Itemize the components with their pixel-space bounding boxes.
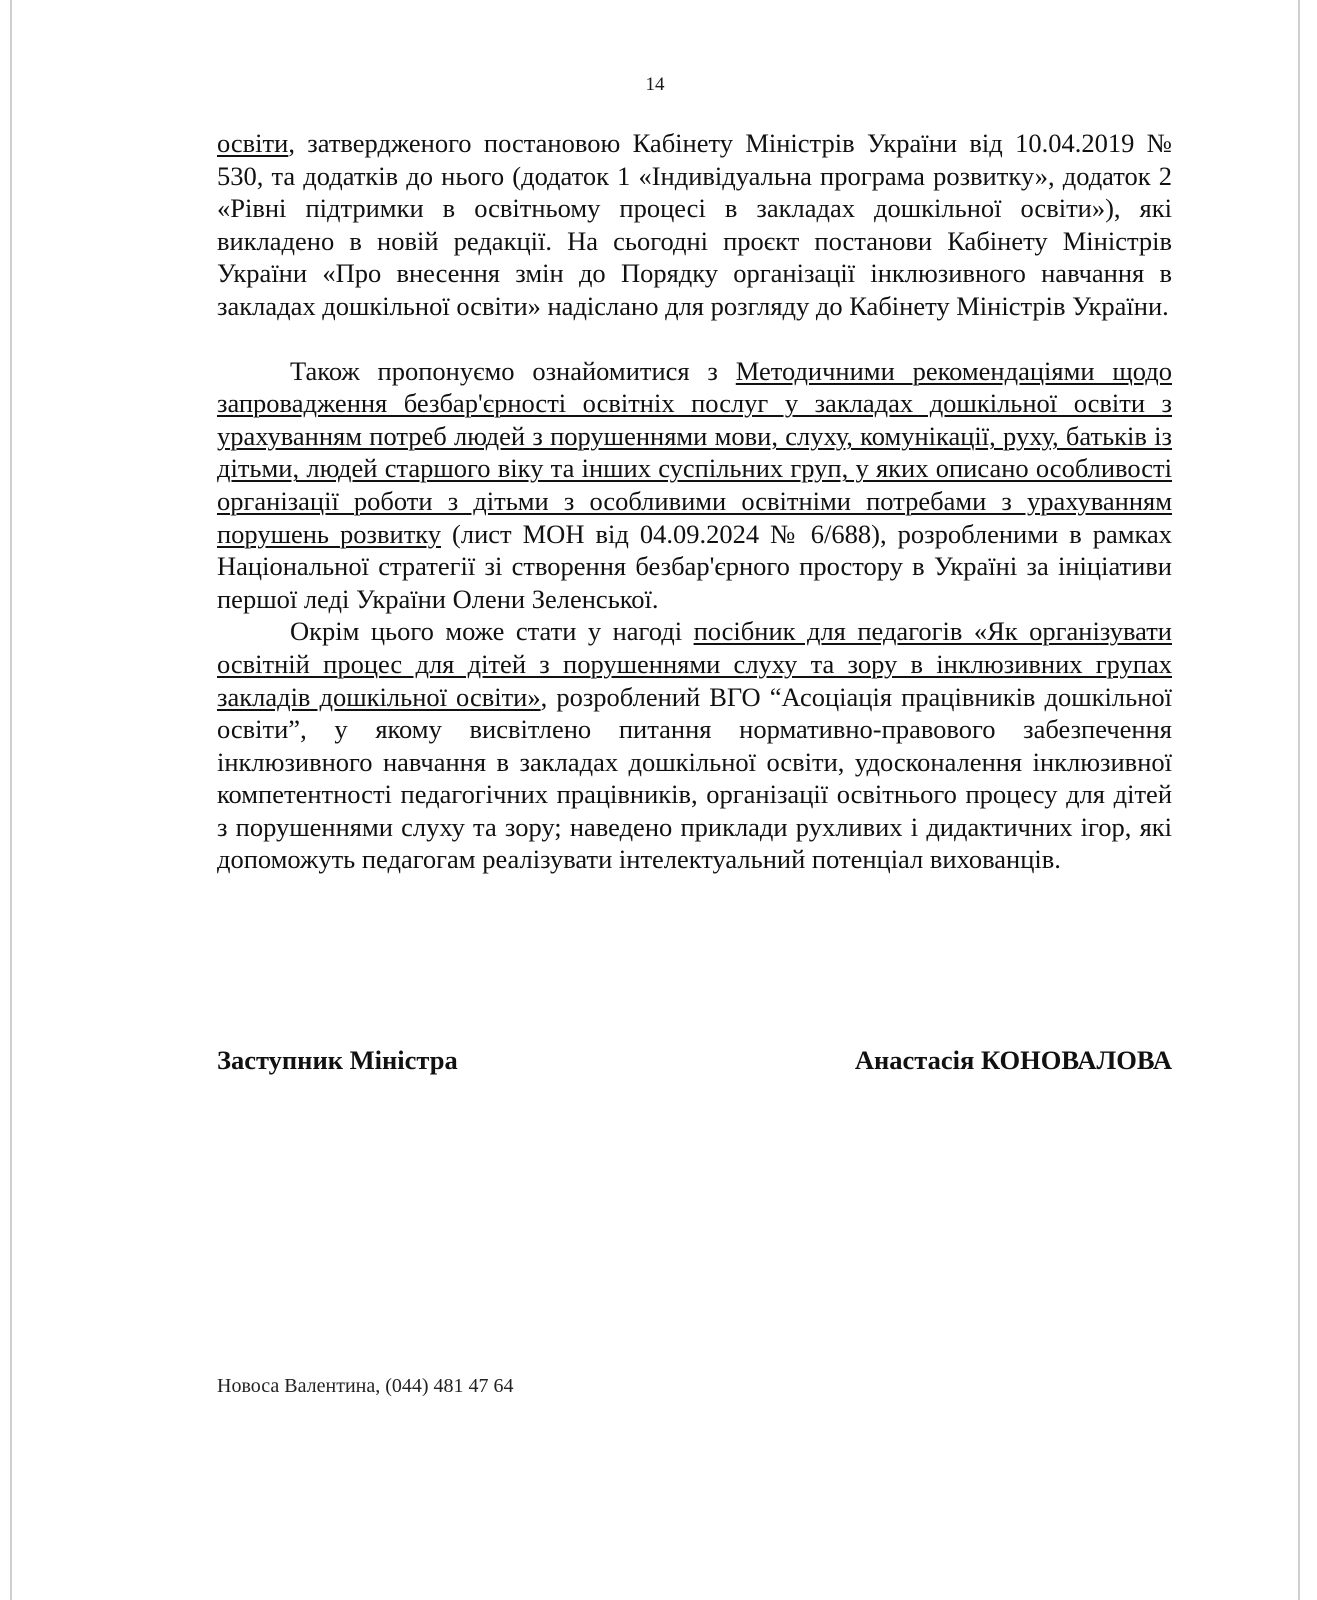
paragraph-1-text: , затвердженого постановою Кабінету Міністрів України від 10.04.2019 № 530, та додатків до нього (додаток 1 «Індивідуальна програма розвитку», додаток 2 «Рівні підтримки в освітньому процесі в закладах дошкільної освіти»), які викладено в новій редакції. На сьогодні проєкт постанови Кабінету Міністрів України «Про внесення змін до Порядку організації інклюзивного навчання в закладах дошкільної освіти» надіслано для розгляду до Кабінету Міністрів України. [217, 128, 1172, 321]
paragraph-2-prefix: Також пропонуємо ознайомитися з [290, 355, 736, 386]
executor-contact: Новоса Валентина, (044) 481 47 64 [217, 1375, 514, 1397]
paragraph-1-link[interactable]: освіти [217, 128, 289, 158]
teacher-guide-link[interactable]: посібник для педагогів «Як організувати освітній процес для дітей з порушеннями слуху та зору в інклюзивних групах закладів дошкільної освіти» [217, 616, 1172, 712]
document-body [217, 127, 1172, 876]
paragraph-1 [217, 127, 1172, 323]
signature-block [217, 1045, 1172, 1076]
paragraph-2 [217, 355, 1172, 616]
paragraph-3-suffix: , розроблений ВГО “Асоціація працівників дошкільної освіти”, у якому висвітлено питання нормативно-правового забезпечення інклюзивного навчання в закладах дошкільної освіти, удосконалення інклюзивної компетентності педагогічних працівників, організації освітнього процесу для дітей з порушеннями слуху та зору; наведено приклади рухливих і дидактичних ігор, які допоможуть педагогам реалізувати інтелектуальний потенціал вихованців. [217, 681, 1172, 875]
page-number: 14 [645, 74, 665, 95]
document-page [10, 0, 1300, 1600]
paragraph-2-suffix: (лист МОН від 04.09.2024 № 6/688), розробленими в рамках Національної стратегії зі створення безбар'єрного простору в Україні за ініціативи першої леді України Олени Зеленської. [217, 518, 1172, 614]
signatory-position: Заступник Міністра [217, 1045, 458, 1075]
methodical-recommendations-link[interactable]: Методичними рекомендаціями щодо запровадження безбар'єрності освітніх послуг у закладах дошкільної освіти з урахуванням потреб людей з порушеннями мови, слуху, комунікації, руху, батьків із дітьми, людей старшого віку та інших суспільних груп, у яких описано особливості організації роботи з дітьми з особливими освітніми потребами з урахуванням порушень розвитку [217, 355, 1172, 549]
paragraph-3 [217, 615, 1172, 876]
signatory-name: Анастасія КОНОВАЛОВА [854, 1045, 1172, 1075]
paragraph-3-prefix: Окрім цього може стати у нагоді [290, 616, 694, 647]
